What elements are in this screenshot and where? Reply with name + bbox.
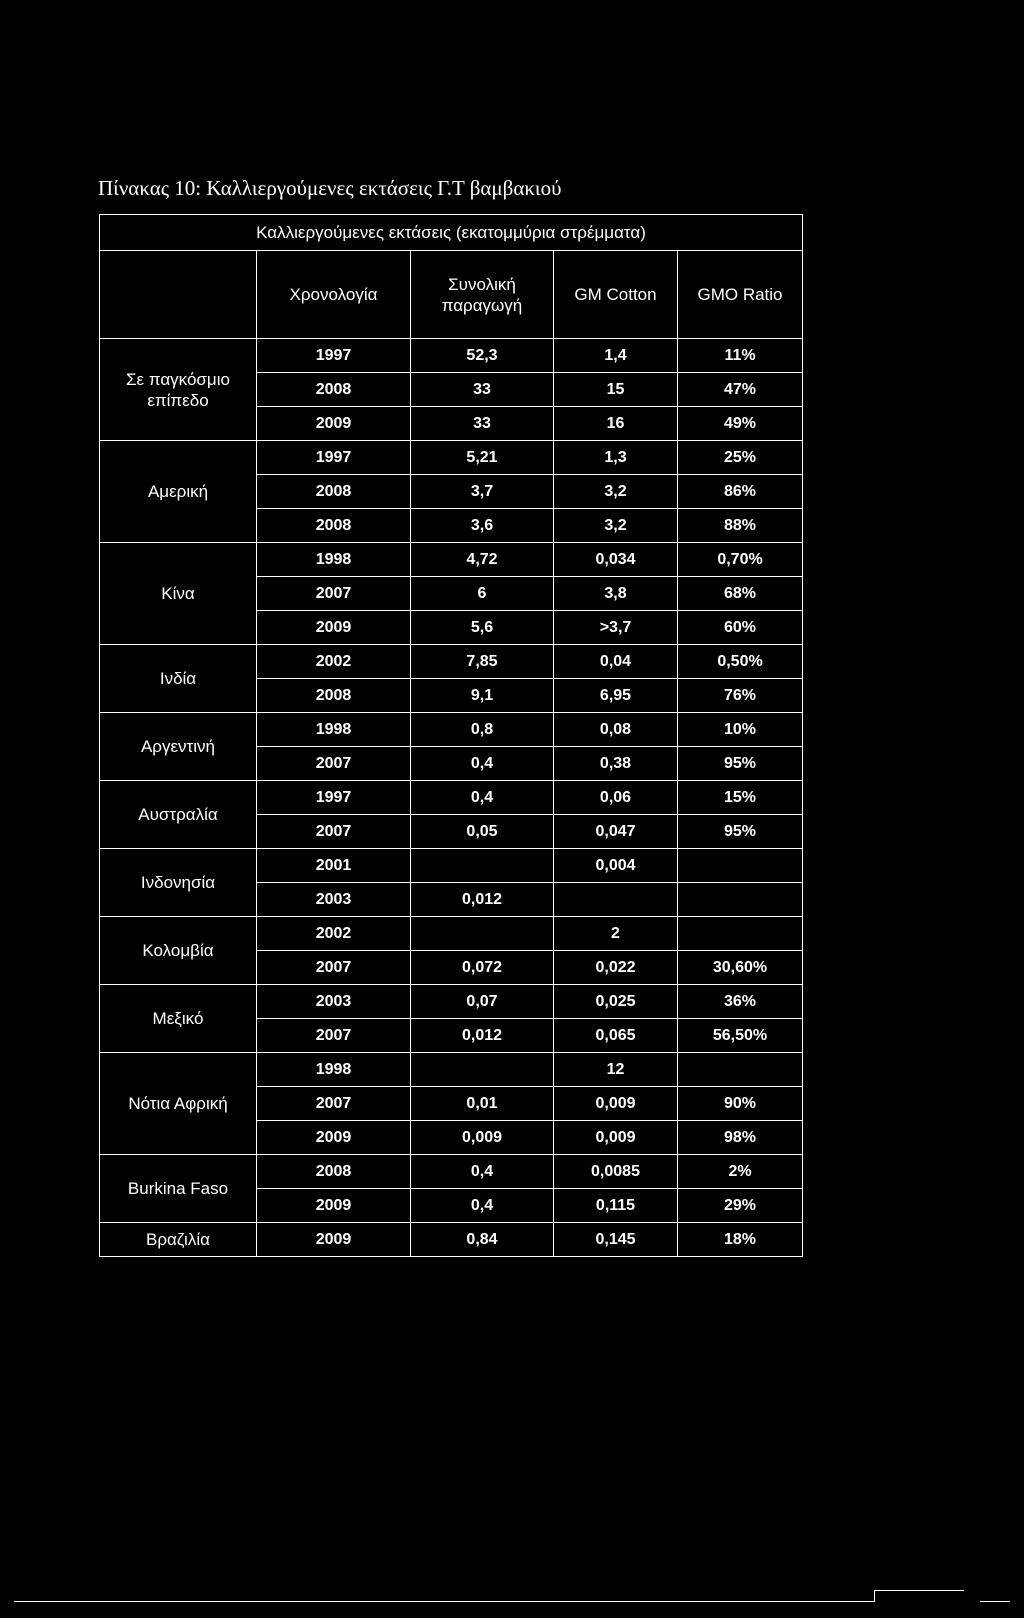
total-cell: 0,012 — [411, 1019, 554, 1053]
table-row — [100, 645, 803, 679]
table-row — [100, 917, 803, 951]
total-cell: 0,4 — [411, 781, 554, 815]
gmo-ratio-cell: 56,50% — [678, 1019, 803, 1053]
gm-cotton-cell: 3,2 — [554, 509, 678, 543]
gm-cotton-cell: 12 — [554, 1053, 678, 1087]
year-cell: 2007 — [257, 747, 411, 781]
region-label: Αυστραλία — [138, 805, 218, 824]
gm-cotton-cell: >3,7 — [554, 611, 678, 645]
table-row — [100, 543, 803, 577]
table-row — [100, 441, 803, 475]
gm-cotton-cell: 0,06 — [554, 781, 678, 815]
year-cell: 1998 — [257, 1053, 411, 1087]
region-label: Ινδονησία — [140, 873, 216, 892]
total-cell — [411, 849, 554, 883]
region-cell — [100, 645, 257, 713]
year-cell: 2001 — [257, 849, 411, 883]
year-cell: 1998 — [257, 543, 411, 577]
total-cell: 5,6 — [411, 611, 554, 645]
footer-rule-upper — [874, 1590, 964, 1591]
gmo-ratio-cell: 95% — [678, 747, 803, 781]
total-cell: 0,4 — [411, 1189, 554, 1223]
year-cell: 1997 — [257, 441, 411, 475]
gmo-ratio-cell: 36% — [678, 985, 803, 1019]
total-cell: 0,4 — [411, 1155, 554, 1189]
table-row — [100, 985, 803, 1019]
total-cell: 7,85 — [411, 645, 554, 679]
footer-rule-tick — [874, 1590, 875, 1602]
gmo-ratio-cell: 18% — [678, 1223, 803, 1257]
table-title: Καλλιεργούμενες εκτάσεις (εκατομμύρια στρέμματα) — [100, 215, 803, 251]
total-cell: 9,1 — [411, 679, 554, 713]
gmo-ratio-cell — [678, 883, 803, 917]
year-cell: 2003 — [257, 985, 411, 1019]
year-cell: 2008 — [257, 509, 411, 543]
gmo-ratio-cell: 90% — [678, 1087, 803, 1121]
total-cell: 0,01 — [411, 1087, 554, 1121]
gmo-ratio-cell: 47% — [678, 373, 803, 407]
gmo-ratio-header: GMO Ratio — [678, 251, 803, 339]
total-cell: 6 — [411, 577, 554, 611]
gmo-ratio-cell: 95% — [678, 815, 803, 849]
gmo-ratio-cell — [678, 1053, 803, 1087]
gm-cotton-cell: 0,04 — [554, 645, 678, 679]
total-cell: 3,7 — [411, 475, 554, 509]
year-cell: 2002 — [257, 645, 411, 679]
gmo-ratio-cell: 76% — [678, 679, 803, 713]
table-header-row — [100, 251, 803, 339]
total-cell: 3,6 — [411, 509, 554, 543]
year-cell: 2007 — [257, 951, 411, 985]
gm-cotton-cell: 0,009 — [554, 1121, 678, 1155]
gmo-ratio-cell: 30,60% — [678, 951, 803, 985]
gm-cotton-cell: 0,034 — [554, 543, 678, 577]
gm-cotton-cell: 3,8 — [554, 577, 678, 611]
region-cell — [100, 339, 257, 441]
gm-cotton-cell: 0,08 — [554, 713, 678, 747]
total-cell: 0,009 — [411, 1121, 554, 1155]
region-label: Αργεντινή — [140, 737, 216, 756]
total-cell: 52,3 — [411, 339, 554, 373]
year-cell: 2008 — [257, 679, 411, 713]
gmo-ratio-cell: 10% — [678, 713, 803, 747]
gm-cotton-cell: 0,047 — [554, 815, 678, 849]
gmo-ratio-cell — [678, 917, 803, 951]
region-label: Ινδία — [159, 669, 197, 688]
gm-cotton-cell: 16 — [554, 407, 678, 441]
year-cell: 2008 — [257, 1155, 411, 1189]
year-cell: 2007 — [257, 1087, 411, 1121]
gmo-ratio-cell: 49% — [678, 407, 803, 441]
gm-cotton-cell: 0,115 — [554, 1189, 678, 1223]
footer-rule-main — [14, 1601, 874, 1602]
gm-cotton-cell: 1,4 — [554, 339, 678, 373]
region-label: επίπεδο — [147, 390, 209, 410]
table-body — [100, 339, 803, 1257]
gmo-ratio-cell: 11% — [678, 339, 803, 373]
cotton-area-table — [99, 214, 803, 1257]
table-row — [100, 339, 803, 373]
year-cell: 1998 — [257, 713, 411, 747]
region-label: Burkina Faso — [127, 1179, 229, 1198]
region-cell — [100, 713, 257, 781]
gm-cotton-cell: 0,38 — [554, 747, 678, 781]
year-cell: 1997 — [257, 339, 411, 373]
total-cell: 33 — [411, 373, 554, 407]
footer-rule-short — [980, 1601, 1010, 1602]
year-cell: 2009 — [257, 611, 411, 645]
year-cell: 2007 — [257, 815, 411, 849]
total-header-line1: Συνολική — [448, 274, 516, 294]
table-row — [100, 1053, 803, 1087]
year-cell: 2007 — [257, 1019, 411, 1053]
gm-cotton-cell: 0,004 — [554, 849, 678, 883]
region-label: Αμερική — [147, 482, 209, 501]
total-cell: 0,05 — [411, 815, 554, 849]
region-label: Μεξικό — [152, 1009, 204, 1028]
total-cell: 0,8 — [411, 713, 554, 747]
gmo-ratio-cell: 25% — [678, 441, 803, 475]
year-cell: 1997 — [257, 781, 411, 815]
table-title-row — [100, 215, 803, 251]
gm-cotton-cell: 3,2 — [554, 475, 678, 509]
region-cell — [100, 917, 257, 985]
region-label: Νότια Αφρική — [128, 1094, 228, 1113]
table-row — [100, 713, 803, 747]
region-cell — [100, 441, 257, 543]
total-cell: 0,84 — [411, 1223, 554, 1257]
gm-cotton-cell: 15 — [554, 373, 678, 407]
total-cell: 0,4 — [411, 747, 554, 781]
year-cell: 2007 — [257, 577, 411, 611]
gmo-ratio-cell: 88% — [678, 509, 803, 543]
gm-cotton-cell — [554, 883, 678, 917]
region-label: Κολομβία — [142, 941, 214, 960]
gm-cotton-header: GM Cotton — [554, 251, 678, 339]
region-cell — [100, 781, 257, 849]
year-cell: 2009 — [257, 1223, 411, 1257]
gm-cotton-cell: 6,95 — [554, 679, 678, 713]
region-label: Βραζιλία — [146, 1230, 210, 1249]
gm-cotton-cell: 0,145 — [554, 1223, 678, 1257]
gmo-ratio-cell: 60% — [678, 611, 803, 645]
total-production-header — [411, 251, 554, 339]
total-cell — [411, 917, 554, 951]
year-header: Χρονολογία — [257, 251, 411, 339]
region-label: Σε παγκόσμιο — [126, 369, 230, 389]
year-cell: 2008 — [257, 475, 411, 509]
region-cell — [100, 1155, 257, 1223]
table-row — [100, 781, 803, 815]
gmo-ratio-cell: 98% — [678, 1121, 803, 1155]
gmo-ratio-cell: 15% — [678, 781, 803, 815]
region-cell — [100, 1223, 257, 1257]
total-cell: 4,72 — [411, 543, 554, 577]
gmo-ratio-cell: 86% — [678, 475, 803, 509]
gm-cotton-cell: 0,022 — [554, 951, 678, 985]
total-header-line2: παραγωγή — [441, 295, 523, 315]
gmo-ratio-cell: 2% — [678, 1155, 803, 1189]
table-row — [100, 1155, 803, 1189]
region-label: Κίνα — [161, 584, 195, 603]
total-cell: 5,21 — [411, 441, 554, 475]
year-cell: 2003 — [257, 883, 411, 917]
year-cell: 2009 — [257, 1121, 411, 1155]
year-cell: 2002 — [257, 917, 411, 951]
table-row — [100, 1223, 803, 1257]
gmo-ratio-cell: 0,50% — [678, 645, 803, 679]
total-cell: 0,07 — [411, 985, 554, 1019]
gm-cotton-cell: 0,065 — [554, 1019, 678, 1053]
region-cell — [100, 1053, 257, 1155]
gm-cotton-cell: 2 — [554, 917, 678, 951]
region-cell — [100, 985, 257, 1053]
year-cell: 2009 — [257, 407, 411, 441]
total-cell: 0,072 — [411, 951, 554, 985]
gmo-ratio-cell: 29% — [678, 1189, 803, 1223]
total-cell: 0,012 — [411, 883, 554, 917]
table-row — [100, 849, 803, 883]
gm-cotton-cell: 0,025 — [554, 985, 678, 1019]
table-caption: Πίνακας 10: Καλλιεργούμενες εκτάσεις Γ.Τ βαμβακιού — [98, 176, 562, 200]
gmo-ratio-cell: 0,70% — [678, 543, 803, 577]
total-cell — [411, 1053, 554, 1087]
gm-cotton-cell: 0,0085 — [554, 1155, 678, 1189]
region-cell — [100, 849, 257, 917]
year-cell: 2008 — [257, 373, 411, 407]
gmo-ratio-cell: 68% — [678, 577, 803, 611]
region-cell — [100, 543, 257, 645]
gm-cotton-cell: 1,3 — [554, 441, 678, 475]
region-header — [100, 251, 257, 339]
total-cell: 33 — [411, 407, 554, 441]
year-cell: 2009 — [257, 1189, 411, 1223]
gm-cotton-cell: 0,009 — [554, 1087, 678, 1121]
gmo-ratio-cell — [678, 849, 803, 883]
